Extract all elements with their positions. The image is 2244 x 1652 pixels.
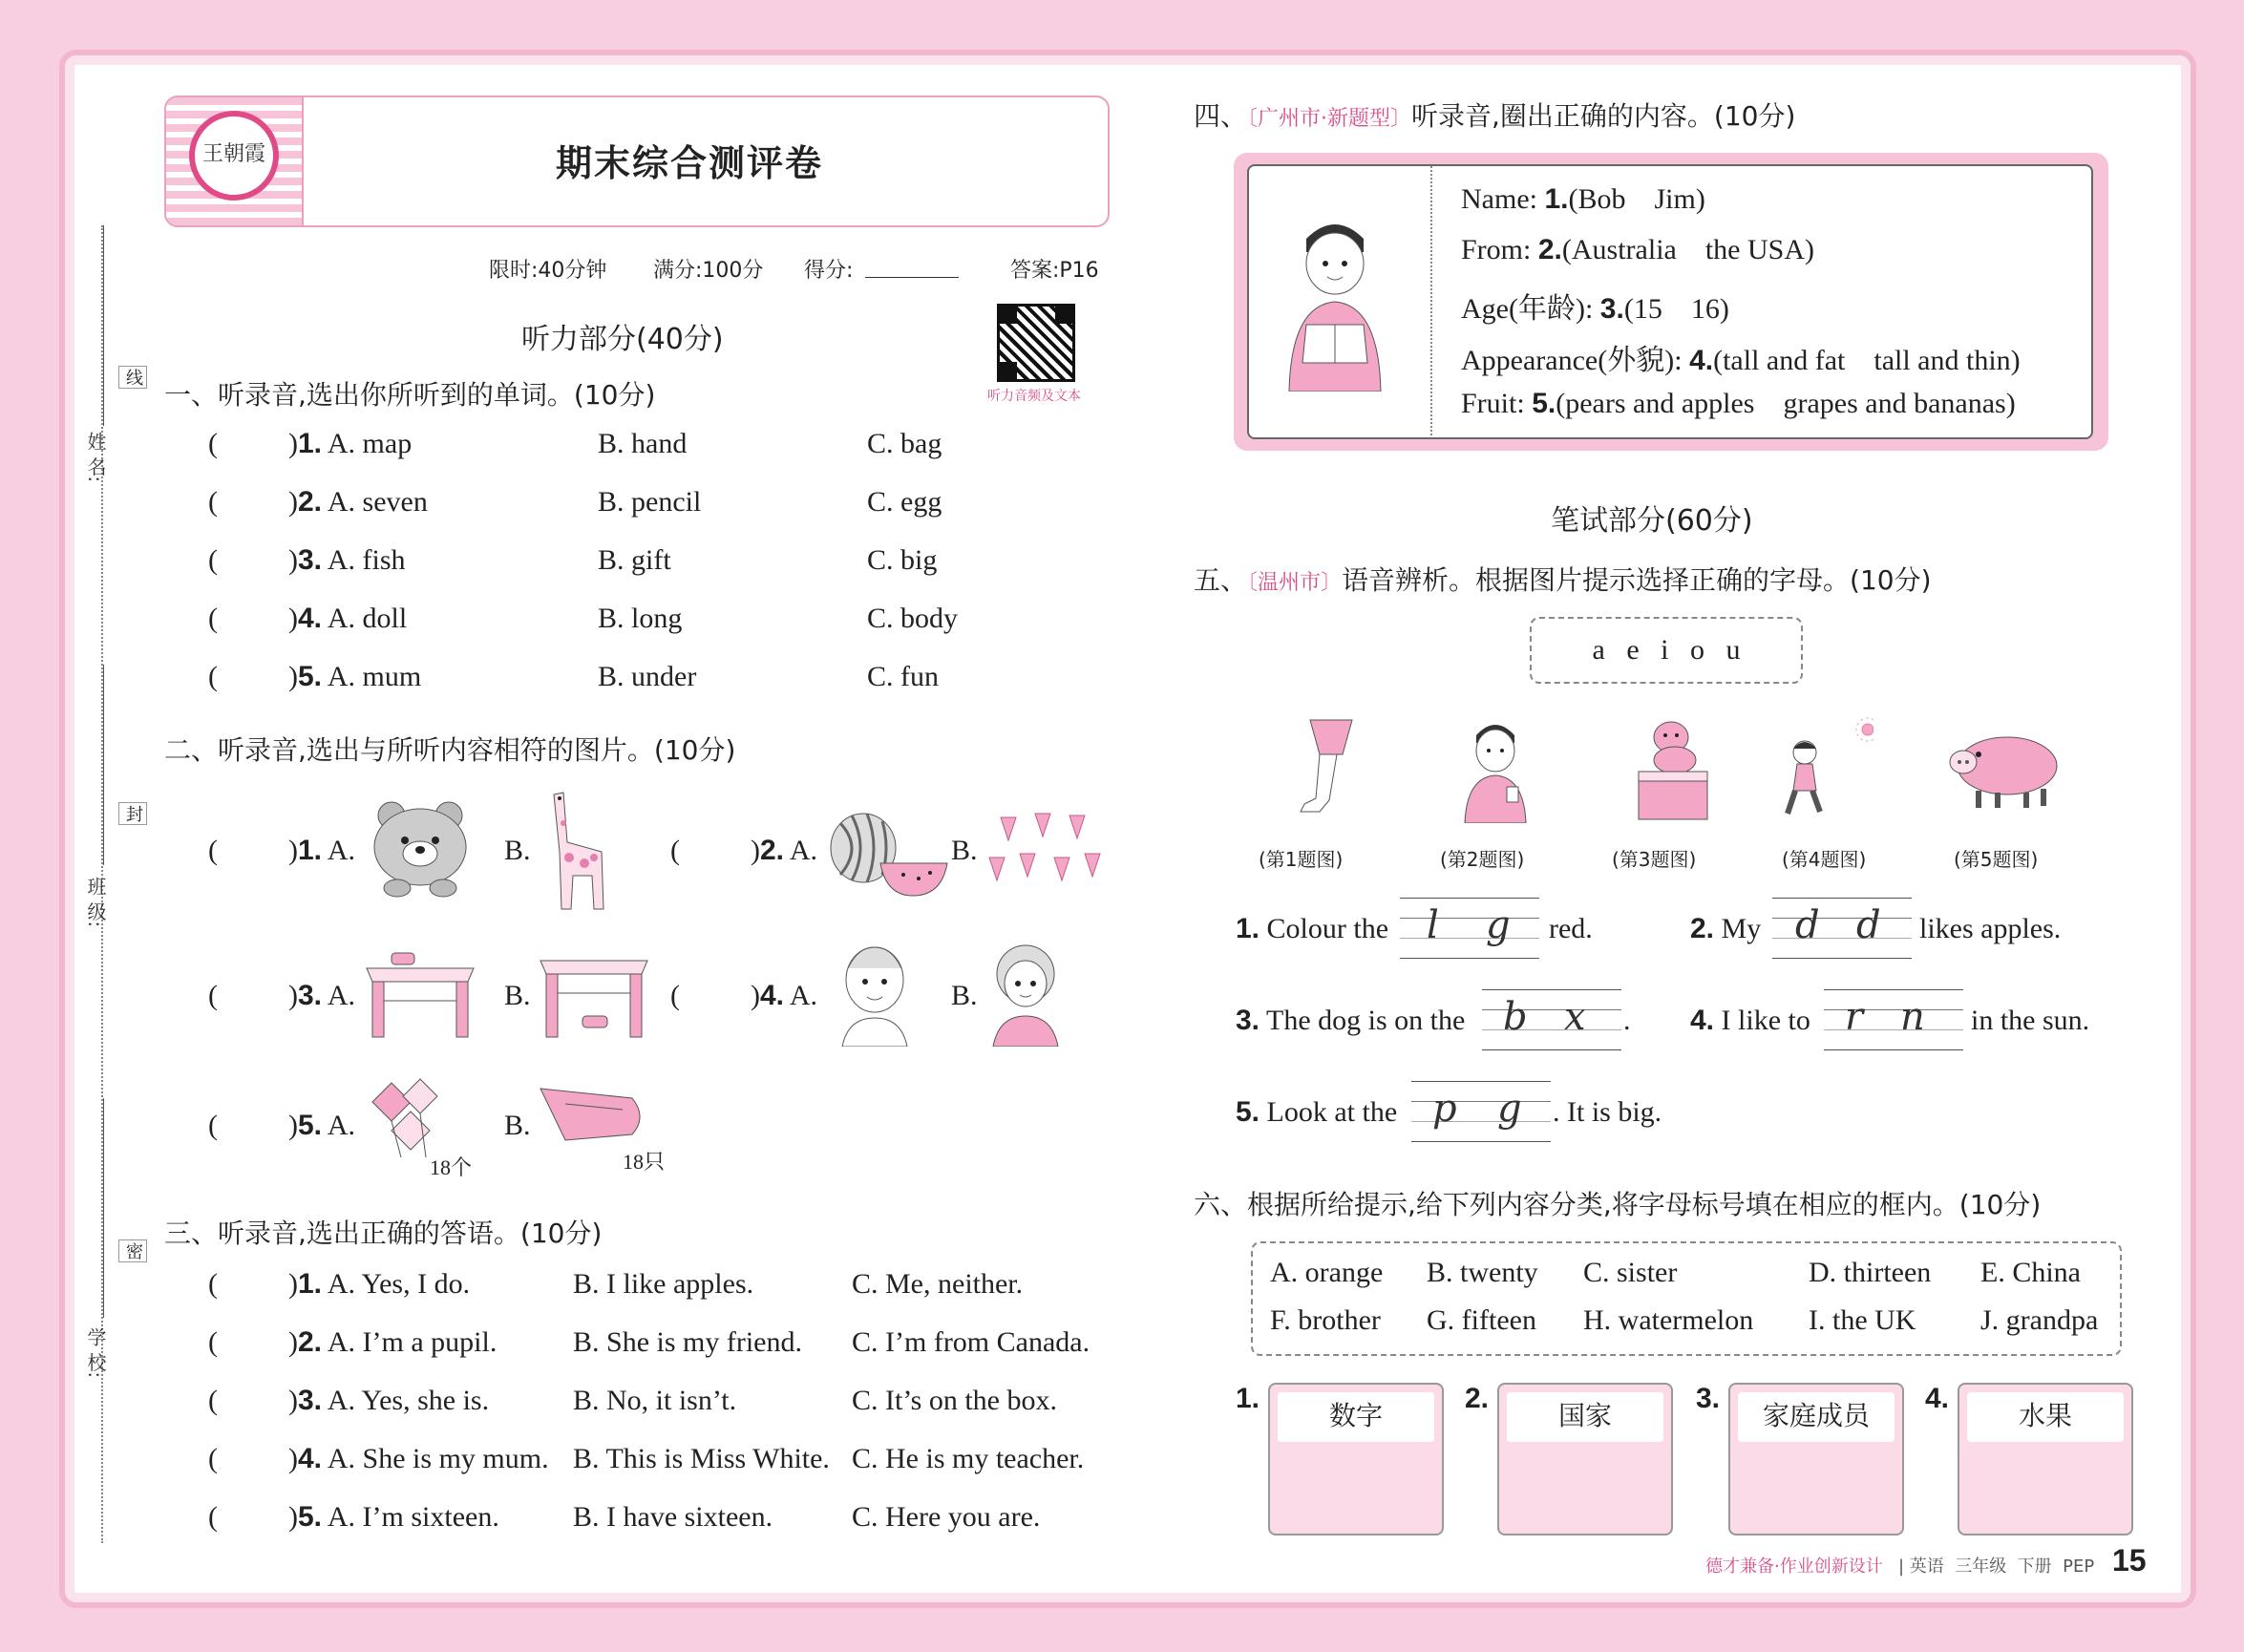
word-bank-option: G. fifteen [1427,1304,1536,1336]
page-title: 期末综合测评卷 [556,142,824,184]
category-box-fruit[interactable] [1958,1383,2133,1536]
category-box-numbers[interactable] [1268,1383,1444,1536]
picture-caption-1: (第1题图) [1259,848,1344,871]
name-line [103,225,104,426]
s3-row-3: ( )3. A. Yes, she is. [208,1385,490,1416]
s5-item-5-letter-1: p [1432,1087,1457,1131]
watermelon-image[interactable] [827,804,951,900]
s1-option-c: C. big [867,544,938,576]
s1-row-3: ( )3. A. fish [208,544,406,576]
qr-code[interactable] [997,304,1075,382]
score-blank[interactable] [865,277,959,278]
question-number: 4. [298,1443,323,1474]
category-label: 国家 [1557,1402,1612,1431]
word-bank-option: I. the UK [1809,1304,1916,1336]
s2-q3-option-b: B. [504,980,531,1011]
s2-q2-option-b: B. [951,835,978,866]
question-number: 1. [298,1268,323,1300]
s5-item-5-suffix: . It is big. [1553,1096,1662,1128]
choices[interactable]: (15 16) [1623,293,1729,325]
answer-reference: 答案:P16 [1010,259,1099,283]
title-banner [164,95,1110,227]
profile-row-5 [1461,388,2016,420]
question-number: 1. [298,835,323,866]
s5-item-4-prefix [1690,1005,1810,1037]
option-a: A. I’m a pupil. [327,1326,497,1358]
s3-option-c: C. I’m from Canada. [852,1326,1090,1358]
category-label: 水果 [2018,1402,2072,1431]
page-number: 15 [2112,1543,2147,1578]
s5-item-4-letter-1: r [1845,995,1864,1039]
pig-image [1944,724,2068,810]
option-a: A. [789,835,818,866]
vowel-letters-box [1530,617,1803,684]
option-a: A. Yes, she is. [327,1385,490,1416]
logo-badge [189,111,279,201]
word-bank-option: F. brother [1270,1304,1381,1336]
category-label: 家庭成员 [1762,1402,1870,1431]
profile-row-4 [1461,336,2021,378]
class-line [103,665,104,865]
word-bank-box [1251,1241,2122,1356]
option-a: A. She is my mum. [327,1443,549,1474]
written-section-title: 笔试部分(60分) [1551,504,1753,538]
sentence-start: The dog is on the [1266,1005,1466,1036]
question-number: 1. [1236,913,1260,944]
footer-meta: | 英语 三年级 下册 PEP [1898,1557,2095,1577]
s3-option-b: B. I like apples. [573,1268,754,1300]
giraffe-image[interactable] [535,785,621,919]
category-3-number: 3. [1696,1383,1721,1414]
category-box-countries[interactable] [1497,1383,1673,1536]
school-field-label: 学 校: [84,1327,107,1379]
s1-row-1: ( )1. A. map [208,428,413,459]
vowel-letters: a e i o u [1592,634,1741,666]
grandpa-image[interactable] [829,940,921,1047]
kites-caption: 18个 [430,1155,473,1179]
field-label: Age(年龄): [1461,293,1600,325]
s2-q2: ( )2. A. [670,835,818,866]
s2-q4: ( )4. A. [670,980,818,1011]
leg-image [1281,716,1358,821]
s2-q4-option-b: B. [951,980,978,1011]
question-number: 5. [298,661,323,692]
field-label: Appearance(外貌): [1461,345,1690,376]
question-number: 3. [298,544,323,576]
section5-tag: 〔温州市〕 [1247,571,1343,595]
category-label: 数字 [1328,1402,1383,1431]
option-a: A. [327,980,356,1011]
option-a: A. [789,980,818,1011]
option-a: A. I’m sixteen. [327,1501,499,1533]
s5-item-5-prefix [1236,1096,1397,1129]
sentence-start: Look at the [1266,1096,1398,1128]
option-a: A. map [327,428,413,459]
s1-row-2: ( )2. A. seven [208,486,428,518]
boats-caption: 18只 [623,1150,666,1174]
s2-q1-option-b: B. [504,835,531,866]
profile-row-3 [1461,285,1729,327]
picture-caption-3: (第3题图) [1612,848,1697,871]
s5-item-2-letter-2: d [1856,903,1881,947]
s3-option-b: B. She is my friend. [573,1326,802,1358]
s1-option-b: B. long [598,603,683,634]
s3-option-b: B. No, it isn’t. [573,1385,737,1416]
s5-item-5-letter-2: g [1497,1087,1522,1131]
question-number: 3. [1599,293,1624,325]
category-header [1507,1392,1663,1442]
section4-prefix: 四、 [1194,100,1248,132]
choices[interactable]: (Australia the USA) [1561,234,1815,265]
s5-item-4-suffix: in the sun. [1971,1005,2090,1036]
option-a: A. seven [327,486,428,518]
word-bank-option: B. twenty [1427,1257,1538,1288]
question-number: 3. [298,980,323,1011]
category-4-number: 4. [1925,1383,1950,1414]
option-a: A. fish [327,544,406,576]
s1-row-5: ( )5. A. mum [208,661,422,692]
s5-item-3-letter-1: b [1503,995,1528,1039]
cut-mark-feng: 封 [118,802,147,825]
s3-option-c: C. He is my teacher. [852,1443,1085,1474]
cut-mark-xian: 线 [118,366,147,389]
option-a: A. [327,835,356,866]
s3-option-c: C. Me, neither. [852,1268,1024,1300]
s3-option-b: B. This is Miss White. [573,1443,830,1474]
s5-item-1-prefix [1236,913,1388,945]
option-a: A. doll [327,603,408,634]
time-limit: 限时:40分钟 [489,259,607,283]
category-box-family[interactable] [1728,1383,1904,1536]
name-field-label: 姓 名: [84,432,107,483]
s5-item-1-letter-1: l [1427,903,1439,947]
sentence-start: I like to [1721,1005,1810,1036]
section4-tag: 〔广州市·新题型〕 [1247,107,1412,131]
listening-section-title: 听力部分(40分) [521,323,724,356]
question-number: 5. [1236,1096,1260,1128]
s5-item-4-letter-2: n [1900,995,1925,1039]
s1-option-c: C. fun [867,661,939,692]
s1-option-b: B. hand [598,428,688,459]
category-header [1738,1392,1895,1442]
word-bank-option: A. orange [1270,1257,1384,1288]
section4-text: 听录音,圈出正确的内容。(10分) [1411,100,1796,132]
sentence-start: My [1721,913,1762,944]
running-boy-image [1778,714,1874,823]
s1-row-4: ( )4. A. doll [208,603,408,634]
s5-item-1-writing-lines[interactable] [1400,898,1539,959]
s3-option-b: B. I have sixteen. [573,1501,773,1533]
question-number: 2. [760,835,785,866]
field-label: Fruit: [1461,388,1533,419]
section4-title [1194,95,1795,134]
profile-divider [1430,166,1432,435]
picture-caption-2: (第2题图) [1440,848,1525,871]
school-line [103,1098,104,1318]
choices[interactable]: (pears and apples grapes and bananas) [1556,388,2016,419]
word-bank-option: E. China [1980,1257,2081,1288]
s5-item-3-letter-2: x [1564,995,1586,1039]
logo-text: 王朝霞 [201,142,265,166]
section5-prefix: 五、 [1194,564,1248,596]
question-number: 2. [298,1326,323,1358]
s1-option-c: C. egg [867,486,942,518]
question-number: 4. [1689,345,1714,376]
option-a: A. mum [327,661,422,692]
cut-mark-mi: 密 [118,1239,147,1262]
s3-row-1: ( )1. A. Yes, I do. [208,1268,471,1300]
bear-image[interactable] [363,794,477,900]
section3-title: 三、听录音,选出正确的答语。(10分) [164,1218,603,1249]
s1-option-b: B. gift [598,544,671,576]
question-number: 2. [298,486,323,518]
s3-row-5: ( )5. A. I’m sixteen. [208,1501,499,1533]
question-number: 3. [298,1385,323,1416]
s5-item-3-suffix: . [1623,1005,1631,1036]
profile-row-1 [1461,183,1705,216]
s2-q3: ( )3. A. [208,980,356,1011]
field-label: From: [1461,234,1538,265]
s5-item-1-letter-2: g [1486,903,1511,947]
question-number: 4. [1690,1005,1715,1036]
question-number: 2. [1690,913,1715,944]
boy-reading-image [1268,201,1402,392]
section6-title: 六、根据所给提示,给下列内容分类,将字母标号填在相应的框内。(10分) [1194,1189,2042,1220]
section5-title [1194,560,1932,598]
s5-item-2-suffix: likes apples. [1919,913,2062,944]
s3-row-2: ( )2. A. I’m a pupil. [208,1326,497,1358]
section5-text: 语音辨析。根据图片提示选择正确的字母。(10分) [1342,564,1932,596]
s5-item-2-letter-1: d [1795,903,1820,947]
word-bank-option: J. grandpa [1980,1304,2099,1336]
qr-caption: 听力音频及文本 [987,389,1081,404]
picture-caption-4: (第4题图) [1782,848,1867,871]
dad-image [1457,714,1534,823]
section2-title: 二、听录音,选出与所听内容相符的图片。(10分) [164,734,736,766]
s5-item-2-prefix [1690,913,1761,945]
section1-title: 一、听录音,选出你所听到的单词。(10分) [164,379,656,411]
s5-item-3-prefix [1236,1005,1465,1037]
question-number: 4. [760,980,785,1011]
question-number: 1. [1544,183,1569,215]
category-header [1278,1392,1434,1442]
footer-brand: 德才兼备·作业创新设计 [1705,1557,1883,1577]
boats-image[interactable] [537,1079,647,1146]
category-2-number: 2. [1465,1383,1490,1414]
category-1-number: 1. [1236,1383,1260,1414]
choices[interactable]: (tall and fat tall and thin) [1713,345,2021,376]
category-header [1967,1392,2124,1442]
sentence-start: Colour the [1266,913,1389,944]
s2-q5: ( )5. A. [208,1110,356,1141]
question-number: 1. [298,428,323,459]
question-number: 5. [298,1501,323,1533]
grandma-image[interactable] [980,940,1071,1047]
score-label: 得分: [804,259,854,283]
question-number: 3. [1236,1005,1260,1036]
s3-option-c: C. It’s on the box. [852,1385,1057,1416]
s3-row-4: ( )4. A. She is my mum. [208,1443,549,1474]
kites-image[interactable] [363,1073,458,1159]
s2-q5-option-b: B. [504,1110,531,1141]
s5-item-2-writing-lines[interactable] [1772,898,1912,959]
class-field-label: 班 级: [84,877,107,928]
question-number: 4. [298,603,323,634]
desk-with-car-on-top-image[interactable] [363,951,477,1041]
s1-option-b: B. under [598,661,697,692]
picture-caption-5: (第5题图) [1954,848,2039,871]
option-a: A. [327,1110,356,1141]
field-label: Name: [1461,183,1545,215]
profile-card [1234,153,2108,451]
full-score: 满分:100分 [653,259,764,283]
dog-on-box-image [1629,712,1715,825]
option-a: A. Yes, I do. [327,1268,471,1300]
choices[interactable]: (Bob Jim) [1568,183,1705,215]
profile-row-2 [1461,234,1814,266]
word-bank-option: D. thirteen [1809,1257,1932,1288]
desk-with-car-under-image[interactable] [537,951,651,1041]
strawberries-image[interactable] [982,810,1106,896]
question-number: 5. [298,1110,323,1141]
question-number: 2. [1537,234,1562,265]
s1-option-c: C. body [867,603,959,634]
question-number: 5. [1532,388,1556,419]
s5-item-1-suffix: red. [1549,913,1593,944]
s1-option-b: B. pencil [598,486,702,518]
s2-q1: ( )1. A. [208,835,356,866]
s3-option-c: C. Here you are. [852,1501,1041,1533]
s1-option-c: C. bag [867,428,942,459]
word-bank-option: H. watermelon [1583,1304,1754,1336]
word-bank-option: C. sister [1583,1257,1678,1288]
